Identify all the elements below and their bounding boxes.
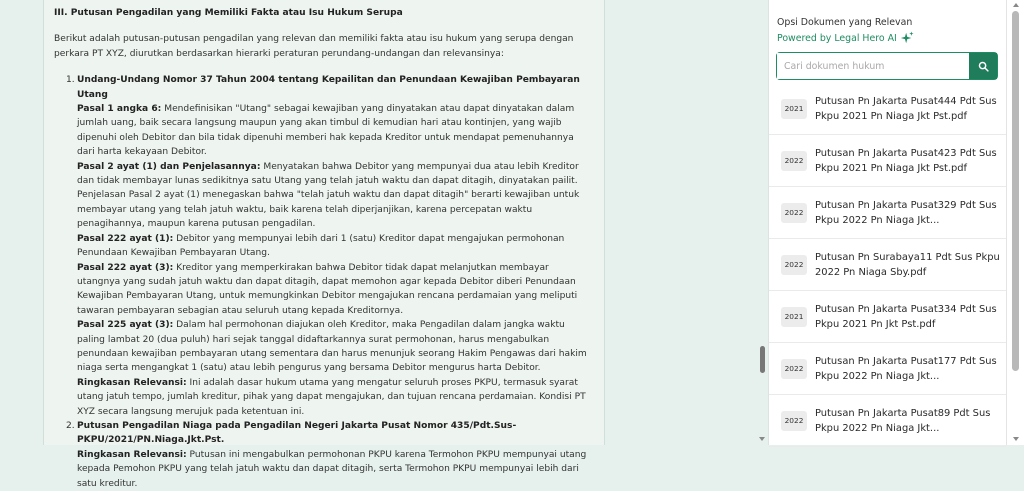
search-icon bbox=[978, 61, 989, 72]
document-title: Putusan Pn Jakarta Pusat89 Pdt Sus Pkpu 2022 Pn Niaga Jkt... bbox=[815, 407, 991, 434]
section-intro: Berikut adalah putusan-putusan pengadilan yang relevan dan memiliki fakta atau isu hukum yang serupa dengan perkara PT XYZ, diurutkan berdasarkan hierarki peraturan perundang-undangan dan relevansinya: bbox=[54, 34, 574, 59]
document-title: Putusan Pn Jakarta Pusat329 Pdt Sus Pkpu 2022 Pn Niaga Jkt... bbox=[815, 199, 997, 226]
document-title: Putusan Pn Jakarta Pusat177 Pdt Sus Pkpu 2022 Pn Niaga Jkt... bbox=[815, 355, 997, 382]
document-title: Putusan Pn Jakarta Pusat334 Pdt Sus Pkpu 2021 Pn Jkt Pst.pdf bbox=[815, 303, 997, 330]
document-title: Putusan Pn Surabaya11 Pdt Sus Pkpu 2022 Pn Niaga Sby.pdf bbox=[815, 251, 1000, 278]
year-badge: 2022 bbox=[781, 203, 807, 223]
scrollbar-thumb[interactable] bbox=[1012, 11, 1019, 371]
article-point: Pasal 222 ayat (3): Kreditor yang memperkirakan bahwa Debitor tidak dapat melanjutkan membayar utangnya yang sudah jatuh waktu dan dapat ditagih, dapat memohon agar kepada Debitor diberi Penundaan Kewajiban Pembayaran Utang, untuk memungkinkan Debitor mengajukan rencana perdamaian yang meliputi tawaran pembayaran sebagian atau seluruh utang kepada Kreditornya. bbox=[77, 262, 578, 316]
list-item[interactable] bbox=[769, 135, 1006, 187]
list-item[interactable] bbox=[769, 239, 1006, 291]
article-point: Pasal 2 ayat (1) dan Penjelasannya: Menyatakan bahwa Debitor yang mempunyai dua atau lebih Kreditor dan tidak membayar lunas sedikitnya satu Utang yang telah jatuh waktu dan dapat ditagih, dinyatakan pailit. Penjelasan Pasal 2 ayat (1) menegaskan bahwa "telah jatuh waktu dan dapat ditagih" berarti kewajiban untuk membayar utang yang telah jatuh waktu, baik karena telah diperjanjikan, karena percepatan waktu penagihannya, maupun karena putusan pengadilan. bbox=[77, 161, 580, 230]
list-number: 2. bbox=[66, 420, 75, 431]
relevant-documents-panel bbox=[768, 0, 1006, 445]
powered-by bbox=[777, 31, 914, 45]
article-point: Pasal 225 ayat (3): Dalam hal permohonan diajukan oleh Kreditor, maka Pengadilan dalam jangka waktu paling lambat 20 (dua puluh) hari sejak tanggal didaftarkannya surat permohonan, harus mengabulkan penundaan kewajiban pembayaran utang sementara dan harus menunjuk seorang Hakim Pengawas dari hakim niaga serta mengangkat 1 (satu) atau lebih pengurus yang bersama Debitor mengurus harta Debitor. bbox=[77, 320, 587, 374]
list-item[interactable] bbox=[769, 187, 1006, 239]
article-point: Ringkasan Relevansi: Putusan ini mengabulkan permohonan PKPU karena Termohon PKPU mempunyai utang kepada Pemohon PKPU yang telah jatuh waktu dan dapat ditagih, serta Termohon PKPU mempunyai lebih dari satu kreditur. bbox=[77, 449, 587, 489]
year-badge: 2022 bbox=[781, 151, 807, 171]
year-badge: 2021 bbox=[781, 307, 807, 327]
section-heading: III. Putusan Pengadilan yang Memiliki Fakta atau Isu Hukum Serupa bbox=[54, 8, 403, 18]
list-item-title: Putusan Pengadilan Niaga pada Pengadilan Negeri Jakarta Pusat Nomor 435/Pdt.Sus-PKPU/2021/PN.Niaga.Jkt.Pst. bbox=[77, 420, 517, 446]
year-badge: 2022 bbox=[781, 359, 807, 379]
sparkle-icon bbox=[900, 31, 914, 45]
list-item-title: Undang-Undang Nomor 37 Tahun 2004 tentang Kepailitan dan Penundaan Kewajiban Pembayaran Utang bbox=[77, 75, 580, 100]
list-item[interactable] bbox=[769, 291, 1006, 343]
list-item bbox=[66, 73, 594, 419]
article-point: Pasal 222 ayat (1): Debitor yang mempunyai lebih dari 1 (satu) Kreditor dapat mengajukan permohonan Penundaan Kewajiban Pembayaran Utang. bbox=[77, 233, 565, 259]
year-badge: 2021 bbox=[781, 99, 807, 119]
article-point: Pasal 1 angka 6: Mendefinisikan "Utang" sebagai kewajiban yang dinyatakan atau dapat dinyatakan dalam jumlah uang, baik secara langsung maupun yang akan timbul di kemudian hari atau kontinjen, yang wajib dipenuhi oleh Debitor dan bila tidak dipenuhi memberi hak kepada Kreditor untuk mendapat pemenuhannya dari harta kekayaan Debitor. bbox=[77, 104, 575, 158]
article-point: Ringkasan Relevansi: Ini adalah dasar hukum utama yang mengatur seluruh proses PKPU, termasuk syarat utang jatuh tempo, jumlah kreditur, pihak yang dapat mengajukan, dan tujuan rencana perdamaian. Kondisi PT XYZ secara langsung merujuk pada ketentuan ini. bbox=[77, 377, 586, 417]
document-title: Putusan Pn Jakarta Pusat444 Pdt Sus Pkpu 2021 Pn Niaga Jkt Pst.pdf bbox=[815, 95, 997, 122]
document-list bbox=[769, 83, 1006, 447]
list-item[interactable] bbox=[769, 343, 1006, 395]
scroll-up-arrow[interactable] bbox=[1013, 3, 1019, 7]
year-badge: 2022 bbox=[781, 411, 807, 431]
main-scrollbar-thumb[interactable] bbox=[760, 346, 765, 373]
panel-scrollbar[interactable] bbox=[1006, 0, 1024, 445]
list-item[interactable] bbox=[769, 395, 1006, 447]
document-search bbox=[776, 52, 998, 80]
scroll-down-arrow[interactable] bbox=[1013, 437, 1019, 441]
list-item bbox=[66, 419, 594, 491]
legal-analysis-article bbox=[43, 0, 605, 489]
main-scroll-down-arrow[interactable] bbox=[759, 437, 765, 441]
powered-by-label: Powered by Legal Hero AI bbox=[777, 32, 897, 44]
list-number: 1. bbox=[66, 75, 75, 86]
panel-title: Opsi Dokumen yang Relevan bbox=[777, 17, 913, 28]
year-badge: 2022 bbox=[781, 255, 807, 275]
search-input[interactable] bbox=[777, 53, 969, 79]
list-item[interactable] bbox=[769, 83, 1006, 135]
document-title: Putusan Pn Jakarta Pusat423 Pdt Sus Pkpu 2021 Pn Niaga Jkt Pst.pdf bbox=[815, 147, 997, 174]
search-button[interactable] bbox=[969, 53, 997, 79]
legal-basis-list bbox=[54, 73, 594, 491]
